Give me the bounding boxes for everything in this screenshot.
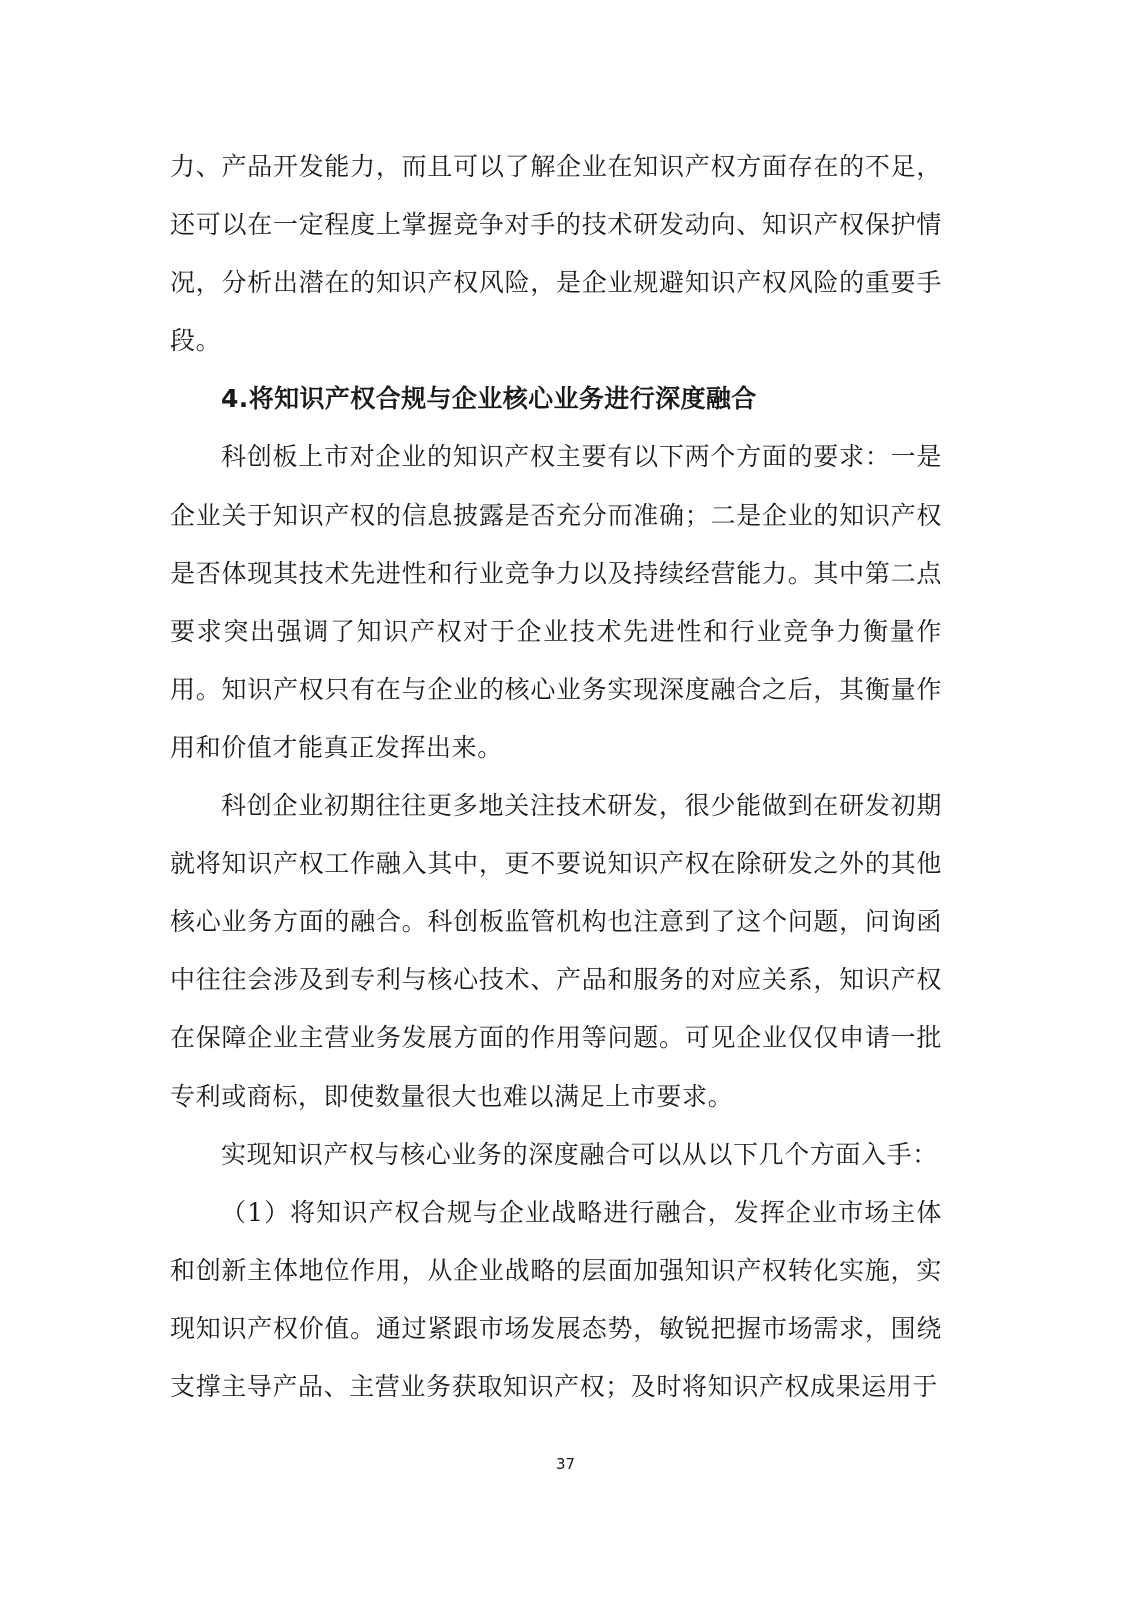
paragraph-approaches: 实现知识产权与核心业务的深度融合可以从以下几个方面入手：	[221, 1139, 938, 1169]
paragraph-early-stage: 科创企业初期往往更多地关注技术研发，很少能做到在研发初期就将知识产权工作融入其中，更不要说知识产权在除研发之外的其他核心业务方面的融合。科创板监管机构也注意到了这个问题，问询函中往往会涉及到专利与核心技术、产品和服务的对应关系，知识产权在保障企业主营业务发展方面的作用等问题。可见企业仅仅申请一批专利或商标，即使数量很大也难以满足上市要求。	[170, 791, 942, 1111]
paragraph-requirements: 科创板上市对企业的知识产权主要有以下两个方面的要求：一是企业关于知识产权的信息披露是否充分而准确；二是企业的知识产权是否体现其技术先进性和行业竞争力以及持续经营能力。其中第二点要求突出强调了知识产权对于企业技术先进性和行业竞争力衡量作用。知识产权只有在与企业的核心业务实现深度融合之后，其衡量作用和价值才能真正发挥出来。	[170, 442, 942, 762]
page-body	[170, 138, 942, 1416]
page-number: 37	[555, 1455, 576, 1473]
paragraph-item-1: （1）将知识产权合规与企业战略进行融合，发挥企业市场主体和创新主体地位作用，从企业战略的层面加强知识产权转化实施，实现知识产权价值。通过紧跟市场发展态势，敏锐把握市场需求，围绕支撑主导产品、主营业务获取知识产权；及时将知识产权成果运用于	[170, 1197, 942, 1401]
paragraph-continued: 力、产品开发能力，而且可以了解企业在知识产权方面存在的不足，还可以在一定程度上掌握竞争对手的技术研发动向、知识产权保护情况，分析出潜在的知识产权风险，是企业规避知识产权风险的重要手段。	[170, 152, 942, 356]
section-heading: 4.将知识产权合规与企业核心业务进行深度融合	[221, 384, 757, 414]
